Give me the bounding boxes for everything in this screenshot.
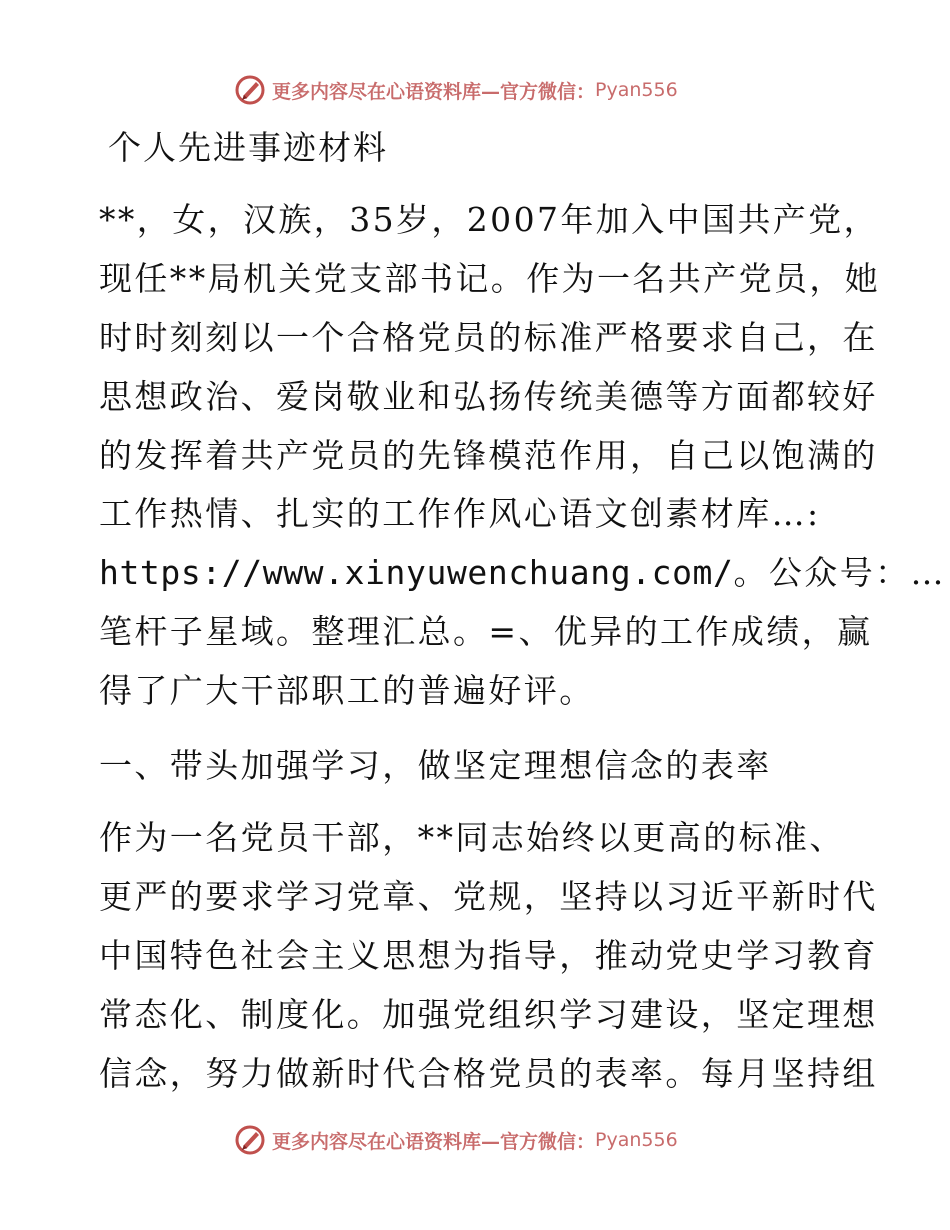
source-url-suffix: 。公众号：… bbox=[733, 553, 946, 592]
paragraph-line: 笔杆子星域。整理汇总。=、优异的工作成绩，赢 bbox=[99, 612, 873, 651]
paragraph-line: 工作热情、扎实的工作作风心语文创素材库…: bbox=[99, 494, 821, 533]
logo-icon bbox=[234, 74, 266, 106]
paragraph-line: 更严的要求学习党章、党规，坚持以习近平新时代 bbox=[99, 877, 878, 916]
logo-icon bbox=[234, 1124, 266, 1156]
paragraph-line: 常态化、制度化。加强党组织学习建设，坚定理想 bbox=[99, 995, 878, 1034]
source-url: https://www.xinyuwenchuang.com/ bbox=[99, 553, 734, 592]
paragraph-line: 思想政治、爱岗敬业和弘扬传统美德等方面都较好 bbox=[99, 377, 878, 416]
paragraph-line: 得了广大干部职工的普遍好评。 bbox=[99, 671, 595, 710]
paragraph-line: 作为一名党员干部，**同志始终以更高的标准、 bbox=[99, 818, 845, 857]
paragraph-line bbox=[99, 549, 946, 597]
watermark-header bbox=[234, 72, 678, 108]
paragraph-line: 时时刻刻以一个合格党员的标准严格要求自己，在 bbox=[99, 318, 878, 357]
paragraph-line: **，女，汉族，35岁，2007年加入中国共产党， bbox=[99, 200, 879, 239]
watermark-contact: Pyan556 bbox=[595, 1129, 678, 1151]
paragraph-line: 中国特色社会主义思想为指导，推动党史学习教育 bbox=[99, 936, 878, 975]
document-title: 个人先进事迹材料 bbox=[108, 128, 388, 167]
paragraph-line: 现任**局机关党支部书记。作为一名共产党员，她 bbox=[99, 259, 881, 298]
paragraph-line: 的发挥着共产党员的先锋模范作用，自己以饱满的 bbox=[99, 436, 878, 475]
watermark-text: 更多内容尽在心语资料库—官方微信： bbox=[272, 1130, 596, 1153]
watermark-text: 更多内容尽在心语资料库—官方微信： bbox=[272, 80, 596, 103]
watermark-contact: Pyan556 bbox=[595, 79, 678, 101]
paragraph-line: 信念，努力做新时代合格党员的表率。每月坚持组 bbox=[99, 1054, 878, 1093]
section-heading: 一、带头加强学习，做坚定理想信念的表率 bbox=[99, 746, 772, 785]
watermark-footer bbox=[234, 1122, 678, 1158]
